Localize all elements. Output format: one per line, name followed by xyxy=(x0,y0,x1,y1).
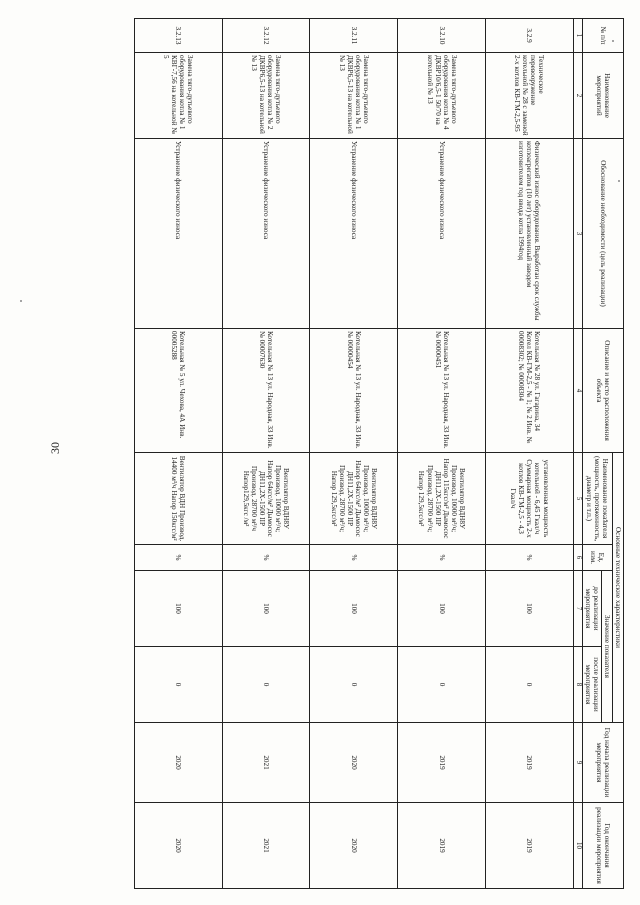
measures-table xyxy=(134,18,624,889)
measure-name: Замена тяго-дутьевого оборудования котла № 4 ДКВР10/6,5-1 50/70 на котельной № 13 xyxy=(398,53,486,139)
measure-reason: Устранение физического износа xyxy=(222,139,310,329)
header-before: до реализации мероприятия xyxy=(582,571,601,647)
page-number: 30 xyxy=(48,442,62,454)
measures-table-rotated xyxy=(134,18,624,888)
value-after: 0 xyxy=(398,647,486,723)
unit: % xyxy=(135,545,223,571)
tech-parameter: Вентилятор ВДН Производ. 14400 м³/ч Напор 150кгс/м² xyxy=(135,453,223,545)
end-year: 2021 xyxy=(222,803,310,889)
header-tech-group: Основные технические характеристики xyxy=(612,453,623,723)
scan-dot xyxy=(20,300,22,302)
start-year: 2019 xyxy=(398,723,486,803)
measure-name: Техническое перевооружение котельной № 28 с заменой 2-х котлов КВ-ГМ-2,5-95 xyxy=(486,53,574,139)
row-number: 3.2.12 xyxy=(222,19,310,53)
unit: % xyxy=(398,545,486,571)
column-number: 1 xyxy=(573,19,582,53)
table-row xyxy=(486,19,574,889)
value-before: 100 xyxy=(398,571,486,647)
column-number: 4 xyxy=(573,329,582,453)
measure-reason: Устранение физического износа xyxy=(135,139,223,329)
end-year: 2019 xyxy=(486,803,574,889)
header-row-1 xyxy=(612,19,623,889)
header-no: № п/п xyxy=(582,19,623,53)
header-end-year: Год окончания реализации мероприятия xyxy=(582,803,623,889)
measure-name: Замена тяго-дутьевого оборудования котла № 2 ДКВР6,5-13 на котельной № 13 xyxy=(222,53,310,139)
table-row xyxy=(310,19,398,889)
object-location: Котельная № 13 ул. Народная, 33 Инв. № 00000454 xyxy=(310,329,398,453)
measure-reason: Устранение физического износа xyxy=(398,139,486,329)
tech-parameter: установленная мощность котельной - 6,45 Гкал/ч Суммарная мощность 2-х котлов КВ-ГМ-2,5 - 4,3 Гкал/ч xyxy=(486,453,574,545)
table-row xyxy=(398,19,486,889)
header-start-year: Год начала реализации мероприятия xyxy=(582,723,623,803)
table-row xyxy=(135,19,223,889)
start-year: 2021 xyxy=(222,723,310,803)
column-number: 3 xyxy=(573,139,582,329)
column-numbers-row xyxy=(573,19,582,889)
row-number: 3.2.13 xyxy=(135,19,223,53)
row-number: 3.2.11 xyxy=(310,19,398,53)
header-reason: Обоснование необходимости (цель реализации) xyxy=(582,139,623,329)
header-unit: Ед. изм. xyxy=(582,545,612,571)
object-location: Котельная № 5 ул. Чехова, 4А Инв. 00005288 xyxy=(135,329,223,453)
unit: % xyxy=(310,545,398,571)
start-year: 2020 xyxy=(135,723,223,803)
column-number: 8 xyxy=(573,647,582,723)
tech-parameter: Вентилятор ВДН8У Производ. 10000 м³/ч; Напор 115кгс/м² Дымосос ДН11,2Х-1500 IIР Производ. 28700 м³/ч; Напор 129,5кгс/м² xyxy=(398,453,486,545)
measure-name: Замена тяго-дутьевого оборудования котла № 1 ДКВР6,5-13 на котельной № 13 xyxy=(310,53,398,139)
header-name: Наименование мероприятий xyxy=(582,53,623,139)
column-number: 9 xyxy=(573,723,582,803)
column-number: 10 xyxy=(573,803,582,889)
header-value-group: Значение показателя xyxy=(601,571,612,723)
unit: % xyxy=(486,545,574,571)
tech-parameter: Вентилятор ВДН8У Производ. 10000 м³/ч; Напор 64кгс/м² Дымосос ДН11,2Х-1500 IIР Производ. 28700 м³/ч Напор129,5кгс /м² xyxy=(222,453,310,545)
value-after: 0 xyxy=(486,647,574,723)
value-after: 0 xyxy=(135,647,223,723)
row-number: 3.2.9 xyxy=(486,19,574,53)
measure-reason: Физический износ оборудования. Выработан срок службы котлоагрегатов (10 лет) установленный заводом изготовителем год ввода котла 1994год xyxy=(486,139,574,329)
header-location: Описание и место расположения объекта xyxy=(582,329,623,453)
value-before: 100 xyxy=(486,571,574,647)
value-after: 0 xyxy=(310,647,398,723)
measure-name: Замена тяго-дутьевого оборудования котла № 1 КВГ-7,56 на котельной № 5 xyxy=(135,53,223,139)
value-before: 100 xyxy=(310,571,398,647)
end-year: 2020 xyxy=(310,803,398,889)
measure-reason: Устранение физического износа xyxy=(310,139,398,329)
header-param: Наименование показателя (мощность, протяженность, диаметр и т.п.) xyxy=(582,453,612,545)
object-location: Котельная № 13 ул. Народная, 33 Инв. № 00000451 xyxy=(398,329,486,453)
table-row xyxy=(222,19,310,889)
column-number: 2 xyxy=(573,53,582,139)
column-number: 5 xyxy=(573,453,582,545)
start-year: 2019 xyxy=(486,723,574,803)
value-before: 100 xyxy=(135,571,223,647)
unit: % xyxy=(222,545,310,571)
value-after: 0 xyxy=(222,647,310,723)
column-number: 6 xyxy=(573,545,582,571)
row-number: 3.2.10 xyxy=(398,19,486,53)
end-year: 2020 xyxy=(135,803,223,889)
object-location: Котельная № 28 ул. Гагарина, 34 Котел КВ-ГМ-2,5 - № 1; № 2 Инв. № 00008302; № 00008304 xyxy=(486,329,574,453)
header-after: после реализации мероприятия xyxy=(582,647,601,723)
start-year: 2020 xyxy=(310,723,398,803)
tech-parameter: Вентилятор ВДН8У Производ. 10000 м³/ч; Напор 64кгс/м² Дымосос ДН11,2Х-1500 IIР Производ. 28700 м³/ч; Напор 129,5кгс/м² xyxy=(310,453,398,545)
object-location: Котельная № 13 ул. Народная, 33 Инв. № 00007630 xyxy=(222,329,310,453)
end-year: 2019 xyxy=(398,803,486,889)
value-before: 100 xyxy=(222,571,310,647)
column-number: 7 xyxy=(573,571,582,647)
